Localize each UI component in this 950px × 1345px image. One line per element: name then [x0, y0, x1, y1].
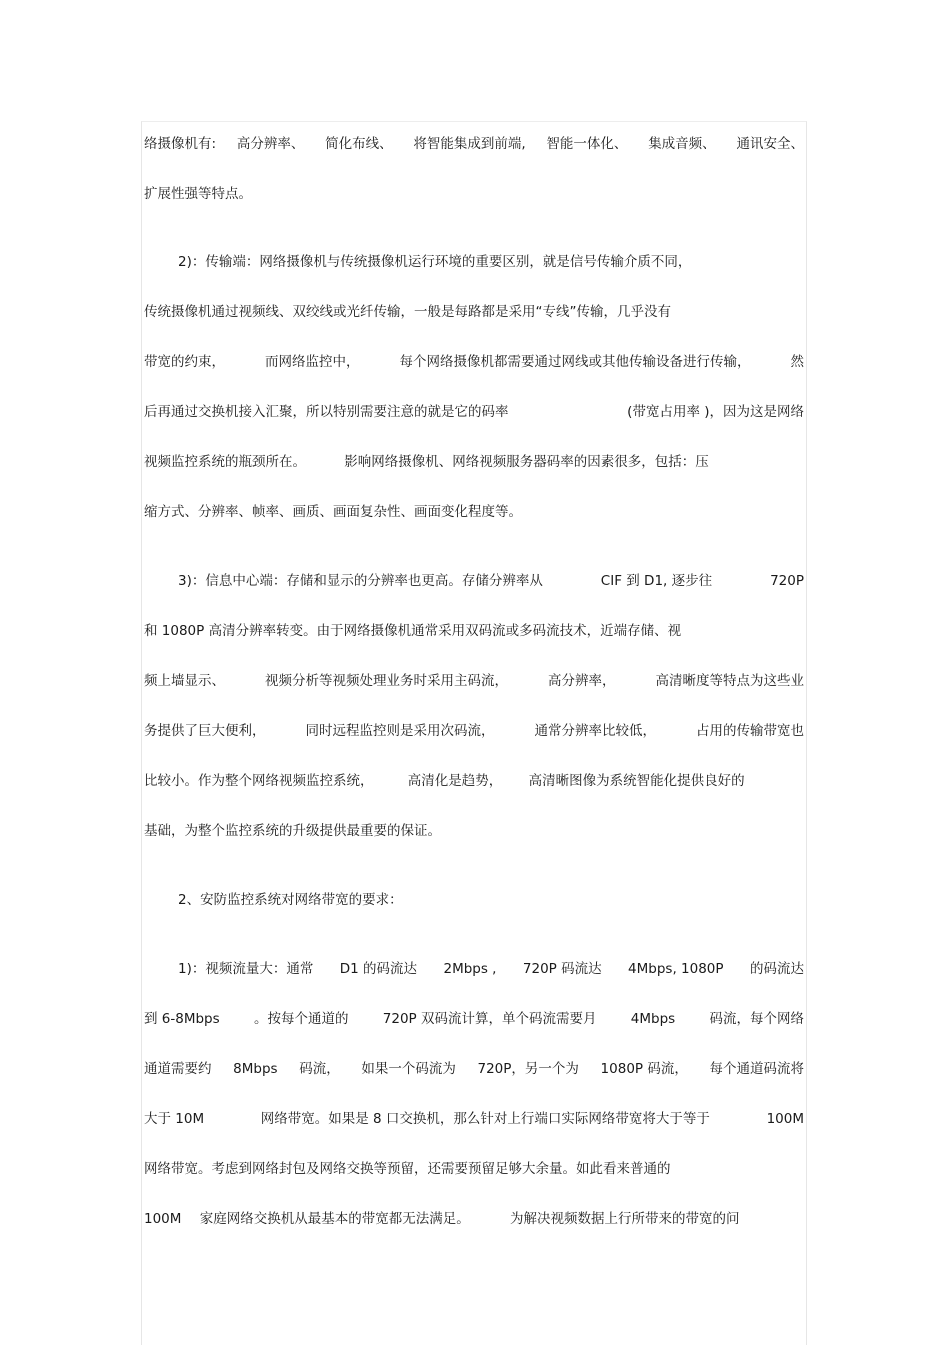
text-segment: 高清晰度等特点为这些业 — [655, 673, 804, 689]
text-segment: 高清晰图像为系统智能化提供良好的 — [528, 773, 745, 789]
text-segment: 如果一个码流为 — [361, 1061, 456, 1077]
text-segment: 络摄像机有: — [144, 136, 217, 152]
paragraph-heading — [178, 960, 804, 978]
text-segment: 720P 码流达 — [522, 961, 602, 977]
text-segment: 2、安防监控系统对网络带宽的要求： — [178, 892, 403, 908]
text-segment: 2)：传输端：网络摄像机与传统摄像机运行环境的重要区别，就是信号传输介质不同， — [178, 254, 692, 270]
text-segment: 720P 双码流计算，单个码流需要月 — [382, 1011, 597, 1027]
text-segment: 扩展性强等特点。 — [144, 186, 252, 202]
text-segment: 高清化是趋势， — [407, 773, 503, 789]
text-segment: 。按每个通道的 — [253, 1011, 349, 1027]
text-segment: 带宽的约束， — [144, 354, 225, 370]
text-segment: 为解决视频数据上行所带来的带宽的问 — [510, 1211, 740, 1227]
text-segment: 占用的传输带宽也 — [696, 723, 804, 739]
text-segment: 的码流达 — [749, 961, 804, 977]
text-line — [144, 1210, 804, 1228]
text-segment: 频上墙显示、 — [144, 673, 225, 689]
text-line — [144, 453, 804, 471]
text-segment: 同时远程监控则是采用次码流， — [305, 723, 495, 739]
section-heading — [178, 891, 804, 909]
text-segment: 将智能集成到前端, — [413, 136, 526, 152]
text-segment: 8Mbps — [233, 1061, 278, 1077]
text-segment: (带宽占用率 )，因为这是网络 — [627, 404, 804, 420]
text-line — [144, 353, 804, 371]
text-segment: 集成音频、 — [648, 136, 716, 152]
text-segment: 高分辨率， — [548, 673, 616, 689]
text-line — [144, 1010, 804, 1028]
text-segment: 比较小。作为整个网络视频监控系统， — [144, 773, 374, 789]
text-line — [144, 822, 804, 840]
text-segment: 4Mbps, 1080P — [628, 961, 724, 977]
text-segment: 视频监控系统的瓶颈所在。 — [144, 454, 306, 470]
text-segment: 高分辨率、 — [236, 136, 305, 152]
text-line — [144, 722, 804, 740]
text-segment: 智能一体化、 — [546, 136, 628, 152]
text-segment: D1 的码流达 — [339, 961, 418, 977]
text-segment: 传统摄像机通过视频线、双绞线或光纤传输，一般是每路都是采用“专线”传输，几乎没有 — [144, 304, 671, 320]
text-segment: 然 — [790, 354, 804, 370]
text-segment: 100M — [144, 1211, 182, 1227]
text-segment: 而网络监控中， — [265, 354, 360, 370]
text-segment: 大于 10M — [144, 1111, 205, 1127]
text-segment: 通讯安全、 — [736, 136, 804, 152]
text-segment: 每个通道码流将 — [709, 1061, 804, 1077]
text-line — [144, 1110, 804, 1128]
text-segment: 后再通过交换机接入汇聚，所以特别需要注意的就是它的码率 — [144, 404, 509, 420]
text-line — [144, 1160, 804, 1178]
text-line — [144, 403, 804, 421]
text-segment: 3)：信息中心端：存储和显示的分辨率也更高。存储分辨率从 — [178, 573, 543, 589]
paragraph-heading — [178, 572, 804, 590]
text-segment: 网络带宽。考虑到网络封包及网络交换等预留，还需要预留足够大余量。如此看来普通的 — [144, 1161, 671, 1177]
paragraph-heading — [178, 253, 804, 271]
text-segment: 家庭网络交换机从最基本的带宽都无法满足。 — [199, 1211, 470, 1227]
text-segment: 基础，为整个监控系统的升级提供最重要的保证。 — [144, 823, 441, 839]
text-segment: 缩方式、分辨率、帧率、画质、画面复杂性、画面变化程度等。 — [144, 504, 522, 520]
text-segment: 和 1080P 高清分辨率转变。由于网络摄像机通常采用双码流或多码流技术，近端存储、视 — [144, 623, 682, 639]
text-line — [144, 135, 804, 153]
text-line — [144, 672, 804, 690]
text-segment: 到 6-8Mbps — [144, 1011, 220, 1027]
text-segment: 码流，每个网络 — [709, 1011, 804, 1027]
text-line — [144, 303, 804, 321]
text-segment: 4Mbps — [630, 1011, 676, 1027]
text-segment: 720P，另一个为 — [477, 1061, 579, 1077]
text-segment: 视频分析等视频处理业务时采用主码流， — [265, 673, 508, 689]
text-line — [144, 622, 804, 640]
text-segment: 720P — [770, 573, 804, 589]
text-segment: 码流， — [299, 1061, 340, 1077]
text-segment: 2Mbps , — [443, 961, 497, 977]
text-line — [144, 1060, 804, 1078]
text-line — [144, 185, 804, 203]
text-segment: 影响网络摄像机、网络视频服务器码率的因素很多，包括：压 — [344, 454, 709, 470]
text-segment: 简化布线、 — [325, 136, 393, 152]
text-segment: 通道需要约 — [144, 1061, 212, 1077]
text-segment: CIF 到 D1, 逐步往 — [600, 573, 713, 589]
text-line — [144, 503, 804, 521]
text-segment: 务提供了巨大便利， — [144, 723, 266, 739]
text-segment: 100M — [766, 1111, 804, 1127]
text-segment: 1)：视频流量大：通常 — [178, 961, 314, 977]
text-segment: 1080P 码流， — [600, 1061, 688, 1077]
text-segment: 网络带宽。如果是 8 口交换机，那么针对上行端口实际网络带宽将大于等于 — [260, 1111, 710, 1127]
text-line — [144, 772, 804, 790]
text-segment: 每个网络摄像机都需要通过网线或其他传输设备进行传输， — [399, 354, 751, 370]
text-segment: 通常分辨率比较低， — [534, 723, 656, 739]
